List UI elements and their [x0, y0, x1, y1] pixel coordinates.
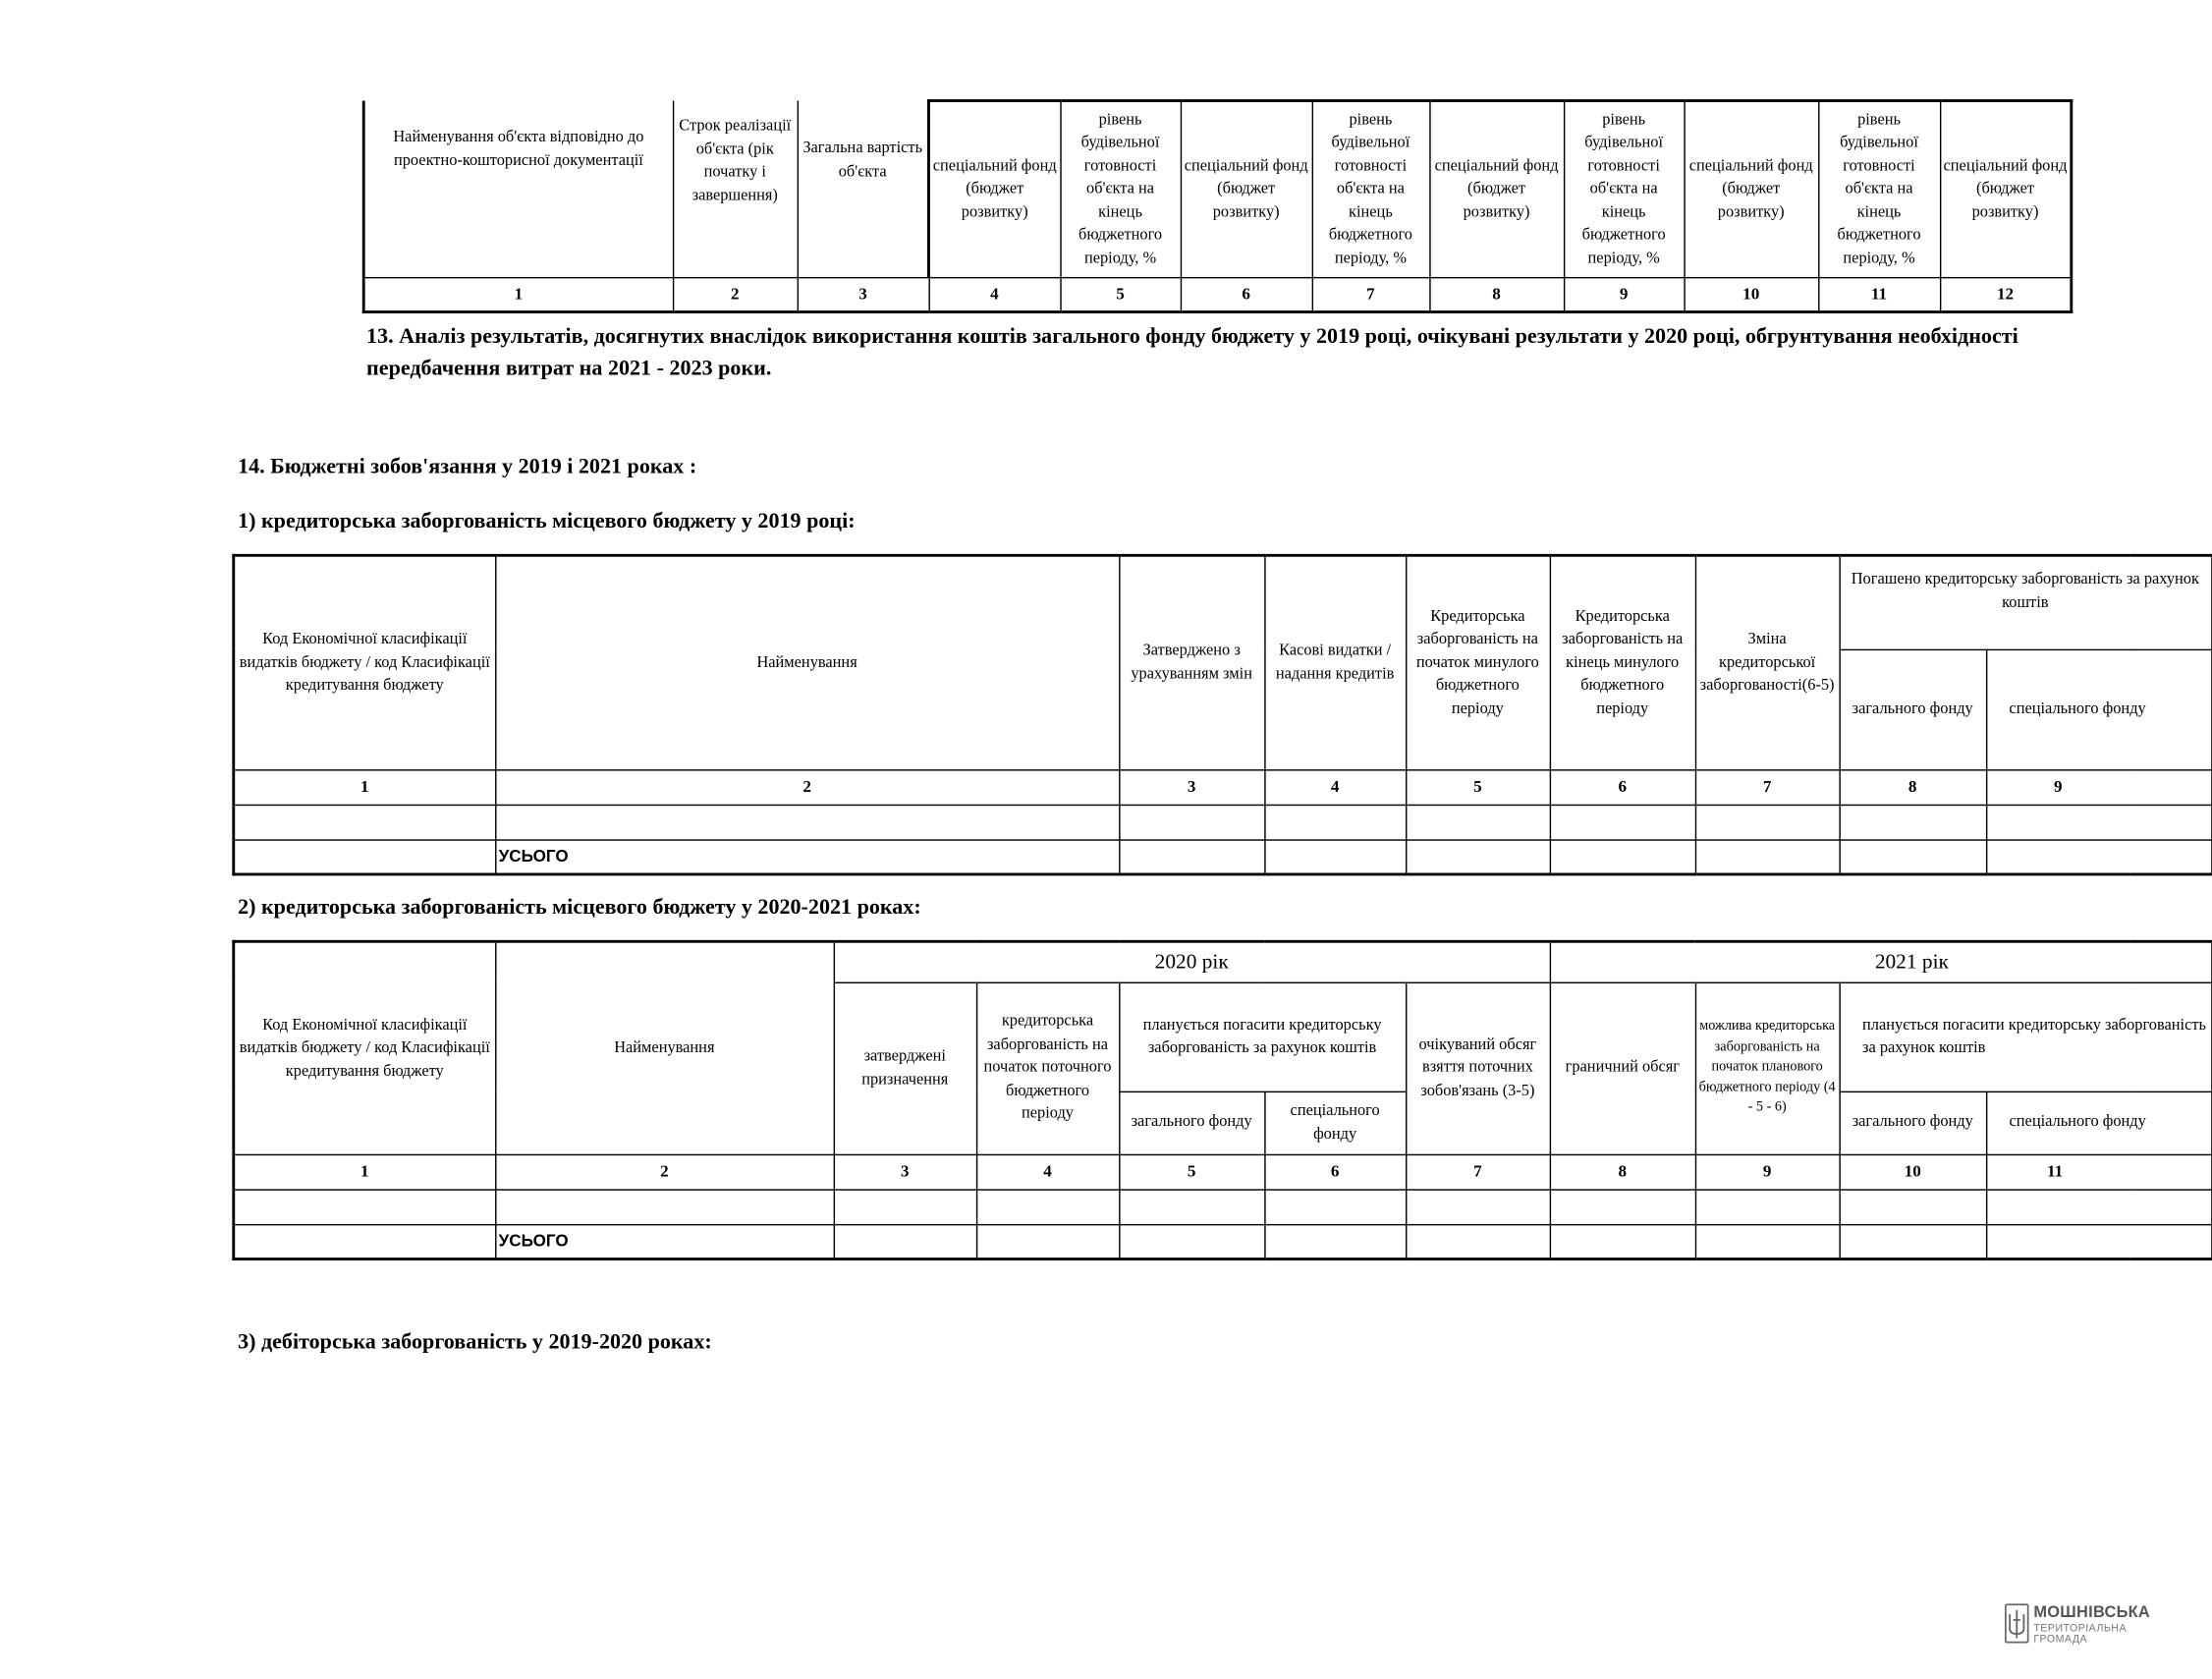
column-number: 8	[1839, 769, 1986, 805]
column-number: 9	[1695, 1154, 1840, 1190]
header-code: Код Економічної класифікації видатків бюджету / код Класифікації кредитування бюджету	[234, 941, 495, 1153]
header-year-2020: 2020 рік	[834, 941, 1550, 981]
creditor-debt-2020-2021-table-container	[231, 938, 2206, 1261]
column-number: 7	[1312, 277, 1430, 312]
column-number: 4	[928, 277, 1060, 312]
column-number-row	[363, 277, 2072, 312]
header-special-fund: спеціальний фонд (бюджет розвитку)	[1940, 101, 2072, 277]
header-limit: граничний обсяг	[1550, 982, 1695, 1154]
header-repaid: Погашено кредиторську заборгованість за рахунок коштів	[1839, 555, 2211, 648]
header-approved: затверджені призначення	[834, 982, 976, 1154]
column-number: 6	[1181, 277, 1312, 312]
header-debt-end: Кредиторська заборгованість на кінець минулого бюджетного періоду	[1550, 555, 1695, 769]
column-number: 9	[1986, 769, 2211, 805]
column-number: 4	[976, 1154, 1119, 1190]
header-special-fund: спеціального фонду	[1986, 1091, 2211, 1154]
header-readiness: рівень будівельної готовності об'єкта на кінець бюджетного періоду, %	[1060, 101, 1180, 277]
header-readiness: рівень будівельної готовності об'єкта на кінець бюджетного періоду, %	[1564, 101, 1684, 277]
table-header-row	[234, 555, 2211, 648]
header-year-2021: 2021 рік	[1550, 941, 2212, 981]
creditor-debt-2020-2021-table	[232, 940, 2212, 1260]
header-expected-volume: очікуваний обсяг взяття поточних зобов'язань (3-5)	[1406, 982, 1550, 1154]
header-debt-start: Кредиторська заборгованість на початок минулого бюджетного періоду	[1406, 555, 1550, 769]
subsection-2-title: 2) кредиторська заборгованість місцевого бюджету у 2020-2021 роках:	[238, 895, 921, 920]
header-special-fund: спеціальний фонд (бюджет розвитку)	[1684, 101, 1818, 277]
header-possible-debt: можлива кредиторська заборгованість на початок планового бюджетного періоду (4 - 5 - 6)	[1695, 982, 1840, 1154]
header-name: Найменування	[495, 555, 1119, 769]
column-number: 1	[234, 769, 495, 805]
logo-line-2: ТЕРИТОРІАЛЬНА ГРОМАДА	[2033, 1621, 2128, 1646]
header-general-fund: загального фонду	[1840, 1091, 1987, 1154]
table-header-row	[234, 941, 2212, 981]
column-number: 2	[495, 1154, 834, 1190]
total-row	[234, 1224, 2212, 1259]
column-number: 7	[1695, 769, 1840, 805]
header-special-fund: спеціального фонду	[1264, 1091, 1406, 1154]
column-number: 5	[1119, 1154, 1264, 1190]
header-readiness: рівень будівельної готовності об'єкта на кінець бюджетного періоду, %	[1312, 101, 1430, 277]
header-special-fund: спеціальний фонд (бюджет розвитку)	[928, 101, 1060, 277]
header-cash-expenses: Касові видатки / надання кредитів	[1264, 555, 1406, 769]
header-debt-start: кредиторська заборгованість на початок поточного бюджетного періоду	[976, 982, 1119, 1154]
section-13	[366, 321, 2073, 388]
creditor-debt-2019-table-container	[231, 552, 2199, 876]
header-special-fund: спеціальний фонд (бюджет розвитку)	[1429, 101, 1564, 277]
capital-objects-table-container	[360, 98, 2070, 313]
total-label: УСЬОГО	[495, 839, 1119, 874]
column-number: 10	[1840, 1154, 1987, 1190]
logo-line-1: МОШНІВСЬКА	[2033, 1604, 2151, 1622]
header-general-fund: загального фонду	[1119, 1091, 1264, 1154]
column-number: 7	[1406, 1154, 1550, 1190]
column-number: 8	[1550, 1154, 1695, 1190]
header-term: Строк реалізації об'єкта (рік початку і завершення)	[673, 101, 798, 277]
total-label: УСЬОГО	[495, 1224, 834, 1259]
header-planned: планується погасити кредиторську заборгованість за рахунок коштів	[1119, 982, 1406, 1091]
column-number: 3	[1119, 769, 1264, 805]
table-header-row	[363, 101, 2072, 277]
subsection-3-title: 3) дебіторська заборгованість у 2019-2020 роках:	[238, 1330, 712, 1355]
column-number: 2	[495, 769, 1119, 805]
column-number: 4	[1264, 769, 1406, 805]
column-number: 11	[1818, 277, 1940, 312]
header-change: Зміна кредиторської заборгованості(6-5)	[1695, 555, 1840, 769]
header-name: Найменування	[495, 941, 834, 1153]
creditor-debt-2019-table	[232, 554, 2212, 875]
section-13-line-2: передбачення витрат на 2021 - 2023 роки.	[366, 357, 772, 381]
community-logo	[2004, 1603, 2158, 1649]
column-number: 5	[1406, 769, 1550, 805]
column-number: 5	[1060, 277, 1180, 312]
column-number: 12	[1940, 277, 2072, 312]
column-number-row	[234, 769, 2211, 805]
column-number: 10	[1684, 277, 1818, 312]
column-number: 6	[1264, 1154, 1406, 1190]
column-number-row	[234, 1154, 2212, 1190]
header-approved: Затверджено з урахуванням змін	[1119, 555, 1264, 769]
column-number: 1	[234, 1154, 495, 1190]
column-number: 11	[1986, 1154, 2211, 1190]
column-number: 8	[1429, 277, 1564, 312]
header-readiness: рівень будівельної готовності об'єкта на кінець бюджетного періоду, %	[1818, 101, 1940, 277]
header-total-cost: Загальна вартість об'єкта	[798, 101, 929, 277]
capital-objects-table	[362, 99, 2073, 313]
header-special-fund: спеціального фонду	[1986, 649, 2211, 769]
column-number: 2	[673, 277, 798, 312]
total-row	[234, 839, 2211, 874]
column-number: 9	[1564, 277, 1684, 312]
header-planned: планується погасити кредиторську заборгованість за рахунок коштів	[1840, 982, 2212, 1091]
column-number: 3	[798, 277, 929, 312]
table-row	[234, 1189, 2212, 1224]
column-number: 6	[1550, 769, 1695, 805]
subsection-1-title: 1) кредиторська заборгованість місцевого бюджету у 2019 році:	[238, 509, 856, 533]
trident-icon	[2004, 1603, 2029, 1646]
header-object-name: Найменування об'єкта відповідно до проектно-кошторисної документації	[363, 101, 673, 277]
section-13-line-1: 13. Аналіз результатів, досягнутих внаслідок використання коштів загального фонду бюджету у 2019 році, очікувані результати у 2020 році, обгрунтування необхідності	[366, 324, 2018, 349]
header-special-fund: спеціальний фонд (бюджет розвитку)	[1181, 101, 1312, 277]
section-14-title: 14. Бюджетні зобов'язання у 2019 і 2021 роках :	[238, 454, 697, 478]
table-row	[234, 805, 2211, 840]
header-code: Код Економічної класифікації видатків бюджету / код Класифікації кредитування бюджету	[234, 555, 495, 769]
column-number: 1	[363, 277, 673, 312]
header-general-fund: загального фонду	[1839, 649, 1986, 769]
column-number: 3	[834, 1154, 976, 1190]
